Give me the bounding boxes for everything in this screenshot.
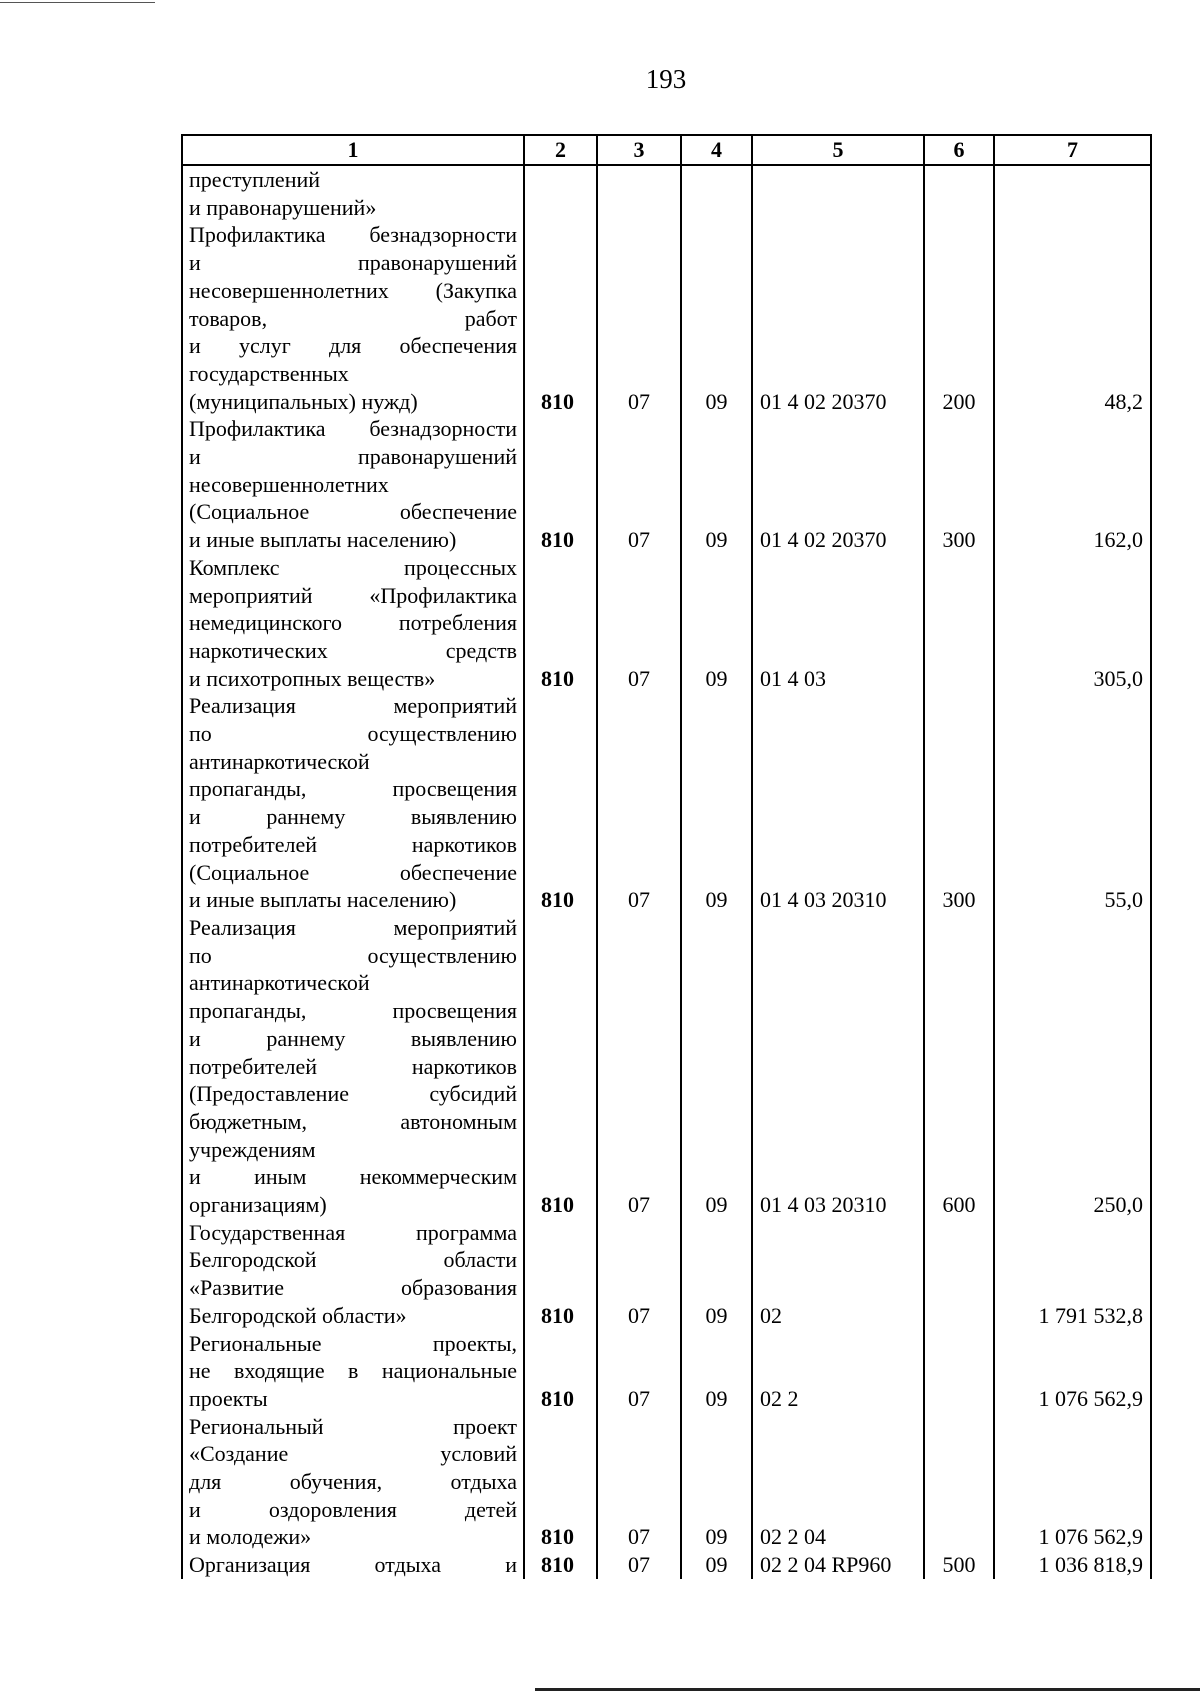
description-line: Региональный проект bbox=[189, 1413, 517, 1439]
description-line: потребителей наркотиков bbox=[189, 831, 517, 857]
row-description bbox=[182, 221, 524, 415]
row-subsection-code: 09 bbox=[681, 692, 752, 914]
description-line: Организация отдыха и bbox=[189, 1552, 517, 1578]
row-section-code: 07 bbox=[597, 914, 681, 1219]
description-line: пропаганды, просвещения bbox=[189, 776, 517, 802]
row-amount: 1 791 532,8 bbox=[994, 1219, 1151, 1330]
row-section-code: 07 bbox=[597, 415, 681, 554]
row-amount: 162,0 bbox=[994, 415, 1151, 554]
row-subsection-code: 09 bbox=[681, 554, 752, 693]
row-grbs-code: 810 bbox=[524, 221, 597, 415]
row-description bbox=[182, 914, 524, 1219]
description-line: и иные выплаты населению) bbox=[189, 887, 457, 913]
description-line: немедицинского потребления bbox=[189, 610, 517, 636]
row-target-article-code: 01 4 03 20310 bbox=[752, 914, 924, 1219]
row-section-code: 07 bbox=[597, 692, 681, 914]
header-col-6: 6 bbox=[924, 135, 994, 165]
row-amount: 1 076 562,9 bbox=[994, 1330, 1151, 1413]
row-target-article-code: 01 4 02 20370 bbox=[752, 415, 924, 554]
row-grbs-code: 810 bbox=[524, 914, 597, 1219]
row-section-code bbox=[597, 165, 681, 221]
row-description bbox=[182, 165, 524, 221]
description-line: несовершеннолетних bbox=[189, 471, 389, 497]
description-line: Государственная программа bbox=[189, 1219, 517, 1245]
description-line: (Предоставление субсидий bbox=[189, 1081, 517, 1107]
header-col-1: 1 bbox=[182, 135, 524, 165]
row-section-code: 07 bbox=[597, 1413, 681, 1552]
description-line: Белгородской области» bbox=[189, 1302, 407, 1328]
row-target-article-code: 02 2 04 RP960 bbox=[752, 1551, 924, 1579]
description-line: товаров, работ bbox=[189, 305, 517, 331]
description-line: мероприятий «Профилактика bbox=[189, 582, 517, 608]
budget-table bbox=[181, 134, 1152, 1579]
table-row bbox=[182, 221, 1151, 415]
row-amount: 305,0 bbox=[994, 554, 1151, 693]
scan-edge-line-bottom bbox=[535, 1688, 1200, 1691]
description-line: государственных bbox=[189, 360, 349, 386]
row-section-code: 07 bbox=[597, 221, 681, 415]
row-grbs-code bbox=[524, 165, 597, 221]
row-subsection-code: 09 bbox=[681, 1413, 752, 1552]
row-expense-type-code: 500 bbox=[924, 1551, 994, 1579]
row-section-code: 07 bbox=[597, 1330, 681, 1413]
description-line: Региональные проекты, bbox=[189, 1330, 517, 1356]
table-row bbox=[182, 1330, 1151, 1413]
row-grbs-code: 810 bbox=[524, 1413, 597, 1552]
table-row bbox=[182, 415, 1151, 554]
row-description bbox=[182, 1330, 524, 1413]
row-amount: 55,0 bbox=[994, 692, 1151, 914]
table-row bbox=[182, 1219, 1151, 1330]
row-subsection-code: 09 bbox=[681, 1330, 752, 1413]
description-line: (Социальное обеспечение bbox=[189, 499, 517, 525]
description-line: преступлений bbox=[189, 167, 321, 192]
description-line: Белгородской области bbox=[189, 1247, 517, 1273]
description-line: по осуществлению bbox=[189, 721, 517, 747]
description-line: по осуществлению bbox=[189, 942, 517, 968]
row-target-article-code: 02 bbox=[752, 1219, 924, 1330]
description-line: Профилактика безнадзорности bbox=[189, 416, 517, 442]
row-expense-type-code bbox=[924, 554, 994, 693]
row-target-article-code: 01 4 03 bbox=[752, 554, 924, 693]
table-header bbox=[182, 135, 1151, 165]
description-line: и раннему выявлению bbox=[189, 804, 517, 830]
description-line: и молодежи» bbox=[189, 1524, 312, 1550]
description-line: Реализация мероприятий bbox=[189, 914, 517, 940]
row-grbs-code: 810 bbox=[524, 1551, 597, 1579]
header-col-5: 5 bbox=[752, 135, 924, 165]
description-line: организациям) bbox=[189, 1192, 327, 1218]
description-line: и оздоровления детей bbox=[189, 1496, 517, 1522]
table-row bbox=[182, 554, 1151, 693]
row-target-article-code: 02 2 bbox=[752, 1330, 924, 1413]
row-expense-type-code bbox=[924, 1413, 994, 1552]
row-description bbox=[182, 554, 524, 693]
table-row bbox=[182, 692, 1151, 914]
table-row bbox=[182, 1551, 1151, 1579]
row-section-code: 07 bbox=[597, 1551, 681, 1579]
page-number: 193 bbox=[645, 64, 687, 94]
description-line: и правонарушений bbox=[189, 250, 517, 276]
description-line: и услуг для обеспечения bbox=[189, 333, 517, 359]
description-line: потребителей наркотиков bbox=[189, 1053, 517, 1079]
row-subsection-code: 09 bbox=[681, 914, 752, 1219]
header-col-2: 2 bbox=[524, 135, 597, 165]
header-col-3: 3 bbox=[597, 135, 681, 165]
row-expense-type-code: 300 bbox=[924, 692, 994, 914]
description-line: и раннему выявлению bbox=[189, 1025, 517, 1051]
table-row bbox=[182, 1413, 1151, 1552]
row-grbs-code: 810 bbox=[524, 415, 597, 554]
row-subsection-code: 09 bbox=[681, 415, 752, 554]
row-grbs-code: 810 bbox=[524, 554, 597, 693]
description-line: и иные выплаты населению) bbox=[189, 527, 457, 553]
row-description bbox=[182, 1219, 524, 1330]
description-line: Комплекс процессных bbox=[189, 554, 517, 580]
description-line: пропаганды, просвещения bbox=[189, 998, 517, 1024]
table-body bbox=[182, 165, 1151, 1579]
description-line: и правонарушений» bbox=[189, 194, 377, 220]
description-line: несовершеннолетних (Закупка bbox=[189, 277, 517, 303]
row-grbs-code: 810 bbox=[524, 692, 597, 914]
table-row bbox=[182, 914, 1151, 1219]
description-line: (муниципальных) нужд) bbox=[189, 388, 418, 414]
row-expense-type-code: 200 bbox=[924, 221, 994, 415]
row-subsection-code: 09 bbox=[681, 1219, 752, 1330]
row-expense-type-code bbox=[924, 165, 994, 221]
row-subsection-code bbox=[681, 165, 752, 221]
row-description bbox=[182, 1551, 524, 1579]
row-target-article-code: 01 4 02 20370 bbox=[752, 221, 924, 415]
row-subsection-code: 09 bbox=[681, 221, 752, 415]
description-line: (Социальное обеспечение bbox=[189, 859, 517, 885]
table-row bbox=[182, 165, 1151, 221]
row-description bbox=[182, 692, 524, 914]
description-line: не входящие в национальные bbox=[189, 1358, 517, 1384]
description-line: наркотических средств bbox=[189, 637, 517, 663]
row-grbs-code: 810 bbox=[524, 1219, 597, 1330]
row-section-code: 07 bbox=[597, 554, 681, 693]
description-line: антинаркотической bbox=[189, 970, 370, 996]
row-amount: 250,0 bbox=[994, 914, 1151, 1219]
row-section-code: 07 bbox=[597, 1219, 681, 1330]
description-line: «Развитие образования bbox=[189, 1275, 517, 1301]
row-expense-type-code: 300 bbox=[924, 415, 994, 554]
description-line: и психотропных веществ» bbox=[189, 665, 436, 691]
row-expense-type-code bbox=[924, 1330, 994, 1413]
description-line: для обучения, отдыха bbox=[189, 1469, 517, 1495]
header-row bbox=[182, 135, 1151, 165]
description-line: антинаркотической bbox=[189, 748, 370, 774]
header-col-4: 4 bbox=[681, 135, 752, 165]
description-line: Профилактика безнадзорности bbox=[189, 222, 517, 248]
scan-edge-line-top bbox=[0, 2, 155, 3]
row-amount: 1 036 818,9 bbox=[994, 1551, 1151, 1579]
row-amount bbox=[994, 165, 1151, 221]
row-grbs-code: 810 bbox=[524, 1330, 597, 1413]
row-expense-type-code bbox=[924, 1219, 994, 1330]
row-description bbox=[182, 1413, 524, 1552]
row-description bbox=[182, 415, 524, 554]
description-line: и иным некоммерческим bbox=[189, 1164, 517, 1190]
row-amount: 48,2 bbox=[994, 221, 1151, 415]
header-col-7: 7 bbox=[994, 135, 1151, 165]
description-line: и правонарушений bbox=[189, 444, 517, 470]
row-target-article-code: 01 4 03 20310 bbox=[752, 692, 924, 914]
row-amount: 1 076 562,9 bbox=[994, 1413, 1151, 1552]
row-expense-type-code: 600 bbox=[924, 914, 994, 1219]
description-line: учреждениям bbox=[189, 1136, 316, 1162]
description-line: проекты bbox=[189, 1385, 268, 1411]
description-line: «Создание условий bbox=[189, 1441, 517, 1467]
description-line: бюджетным, автономным bbox=[189, 1108, 517, 1134]
row-target-article-code: 02 2 04 bbox=[752, 1413, 924, 1552]
row-target-article-code bbox=[752, 165, 924, 221]
row-subsection-code: 09 bbox=[681, 1551, 752, 1579]
description-line: Реализация мероприятий bbox=[189, 693, 517, 719]
